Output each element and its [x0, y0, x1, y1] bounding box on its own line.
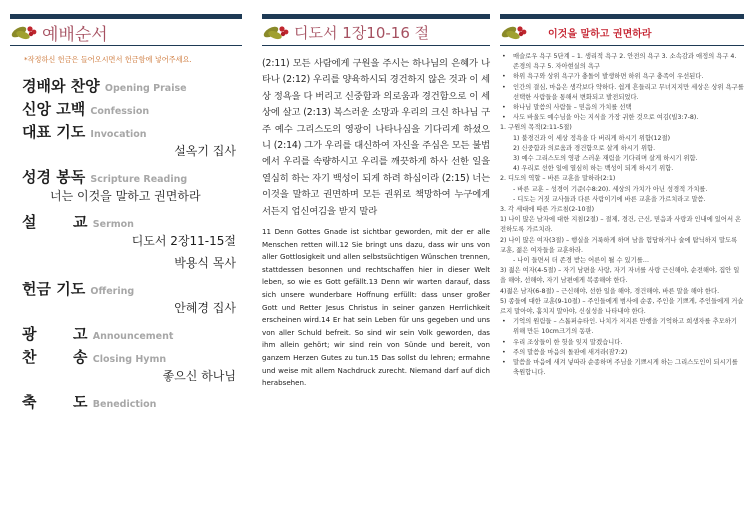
note-line: - 나이 들면서 더 존경 받는 어른이 될 수 있기를…: [513, 257, 650, 265]
scripture-title: 디도서 1장10-16 절: [294, 23, 430, 42]
title-rule: [262, 45, 490, 46]
note-line: • 하위 욕구와 상위 욕구가 충돌이 발생하면 하위 욕구 충족이 우선된다.: [500, 72, 744, 82]
order-of-worship-column: [10, 14, 242, 410]
korean-scripture-text: (2:11) 모든 사람에게 구원을 주시는 하나님의 은혜가 나타나 (2:12) 우리를 양육하시되 경건하지 않은 것과 이 세상 정욕을 다 버리고 신중함과 의로움과 경건함으로 이 세상에 살고 (2:13) 복스러운 소망과 우리의 크신 하나님 구주 예수 그리스도의 영광이 나타나심을 기다리게 하셨으니 (2:14) 그가 우리를 대신하여 자신을 주심은 모든 불법에서 우리를 속량하시고 우리를 깨끗하게 하사 선한 일을 열심히 하는 자기 백성이 되게 하려 하심이라 (2:15) 너는 이것을 말하고 권면하며 모든 권위로 책망하여 누구에게서든지 업신여김을 받지 말라: [262, 58, 490, 217]
note-line: 3) 젊은 여자(4-5절) – 자기 남편을 사랑, 자기 자녀를 사랑 근신해야, 순전해야, 집안 일을 해야, 선해야, 자기 남편에게 복종해야 한다.: [500, 267, 740, 285]
closing-hymn-title: 좋으신 하나님: [162, 369, 236, 383]
note-line: • 기억의 원림들 – 스톱퍼슈타인. 나치가 저지른 만행을 기억하고 희생자를 추모하기 위해 만든 10cm크기의 동판.: [500, 317, 744, 337]
note-line: - 디도는 거짓 교사들과 다른 사람이기에 바른 교훈을 가르치라고 말씀.: [513, 195, 706, 203]
note-line: • 하나님 말씀의 사람들 – 믿음의 가치를 선택: [500, 103, 744, 113]
sermon-reference: 디도서 2장11-15절: [131, 234, 236, 248]
invocation-person: 설옥기 집사: [174, 144, 236, 158]
order-item: 설 교 Sermon: [22, 213, 134, 231]
leaf-berry-icon: [262, 21, 290, 43]
note-line: 4)젊은 남자(6-8절) – 근신해야, 선한 일을 해야, 경건해야, 바른 말을 해야 한다.: [500, 287, 720, 295]
order-item: 경배와 찬양 Opening Praise: [22, 77, 187, 95]
order-item: 찬 송 Closing Hymn: [22, 348, 167, 366]
note-line: - 바른 교훈 – 성경이 기준(수8:20). 세상의 가치가 아닌 성경적 가치를.: [513, 185, 708, 193]
sermon-person: 박용식 목사: [174, 256, 236, 270]
note-line: 4) 우리로 선한 일에 열심히 하는 백성이 되게 하시기 위함.: [513, 165, 674, 173]
note-line: 1. 구원의 목적(2:11-5절): [500, 124, 572, 132]
order-item: 성경 봉독 Scripture Reading: [22, 168, 188, 186]
note-line: 2) 나이 많은 여자(3절) – 행실을 거룩하게 하며 남을 험담하거나 술에 탐닉하지 말도록 교훈, 젊은 여자들을 교훈하라.: [500, 236, 738, 254]
worship-order-list: [10, 73, 242, 410]
order-item: 신앙 고백 Confession: [22, 100, 150, 118]
title-bar: [500, 19, 744, 45]
sermon-notes-column: [500, 14, 744, 379]
title-bar: [262, 19, 490, 45]
note-line: 3. 각 세대에 따른 가르침(2-10절): [500, 206, 595, 214]
order-item: 헌금 기도 Offering: [22, 280, 135, 298]
note-line: • 말씀을 마음에 새겨 넣따라 순종하며 주님을 기쁘시게 하는 그리스도인이 되시기를 축원합니다.: [500, 358, 744, 378]
note-line: 5) 종들에 대한 교훈(9-10절) – 주인들에게 범사에 순종, 주인을 기쁘게, 주인들에게 거슬르지 말아야, 훔치지 말아야, 신실성을 나타내야 한다.: [500, 297, 744, 316]
note-line: • 우리 조상들이 한 헛을 잊지 말겠습니다.: [500, 338, 744, 348]
note-line: 1) 불경건과 이 세상 정욕을 다 버리게 하시기 위함(12절): [513, 134, 671, 142]
note-line: • 매슬로우 욕구 5단계 – 1. 생리적 욕구 2. 안전의 욕구 3. 소속감과 애정의 욕구 4. 존경의 욕구 5. 자아현실의 욕구: [500, 52, 744, 72]
note-line: • 인간의 결심, 마음은 생각보다 약하다. 쉽게 흔들리고 무너지지만 세상은 상위 욕구를 선택한 사람들을 통해서 변화되고 발전되었다.: [500, 83, 744, 103]
page-title: 예배순서: [42, 24, 108, 45]
order-item: 축 도 Benediction: [22, 393, 157, 411]
scripture-column: [262, 14, 490, 390]
note-line: 2) 신중함과 의로움과 경건함으로 살게 하시기 위함.: [513, 144, 656, 152]
offering-person: 안혜경 집사: [174, 301, 236, 315]
german-scripture-text: 11 Denn Gottes Gnade ist sichtbar geworden, mit der er alle Menschen retten will.12 Sie bringt uns dazu, dass wir uns von aller Gottlosigkeit und allen selbstsüchtigen Wünschen trennen, stattdessen besonnen und rechtschaffen hier in dieser Welt leben, so wie es Gott gefällt.13 Denn wir warten darauf, dass sich unsere wunderbare Hoffnung erfüllt: dass unser großer Gott und Retter Jesus Christus in seiner ganzen Herrlichkeit erscheinen wird.14 Er hat sein Leben für uns gegeben und uns von aller Schuld befreit. So sind wir sein Volk geworden, das ihm allein gehört; wir sind rein von Sünde und bereit, von ganzem Herzen Gutes zu tun.15 Das sollst du lehren; ermahne und weise mit allem Nachdruck zurecht. Niemand darf auf dich herabsehen.: [262, 227, 490, 388]
title-rule: [10, 45, 242, 46]
offering-note: *작정하신 헌금은 들어오시면서 헌금함에 넣어주세요.: [24, 55, 192, 64]
note-line: • 사도 바울도 예수님을 아는 지식을 가장 귀한 것으로 여김(빌3:7-8).: [500, 113, 744, 123]
note-line: 1) 나이 많은 남자에 대한 지침(2절) – 절제, 경건, 근신, 믿음과 사랑과 인내에 있어서 온전하도록 가르치라.: [500, 216, 742, 234]
order-item: 광 고 Announcement: [22, 325, 174, 343]
title-bar: [10, 19, 242, 45]
note-line: 3) 예수 그리스도의 영광 스러운 재림을 기다리며 살게 하시기 위함.: [513, 155, 698, 163]
reading-title: 너는 이것을 말하고 권면하라: [50, 189, 201, 203]
note-line: • 주의 말씀을 마음의 돌판에 새겨라(잠7:2): [500, 348, 744, 358]
sermon-notes-list: [500, 52, 744, 379]
note-line: 2. 디도의 역할 – 바른 교훈을 말하라(2:1): [500, 175, 616, 183]
title-rule: [500, 45, 744, 46]
sermon-notes-title: 이것을 말하고 권면하라: [548, 28, 652, 40]
leaf-berry-icon: [10, 21, 38, 43]
order-item: 대표 기도 Invocation: [22, 123, 147, 141]
leaf-berry-icon: [500, 21, 528, 43]
